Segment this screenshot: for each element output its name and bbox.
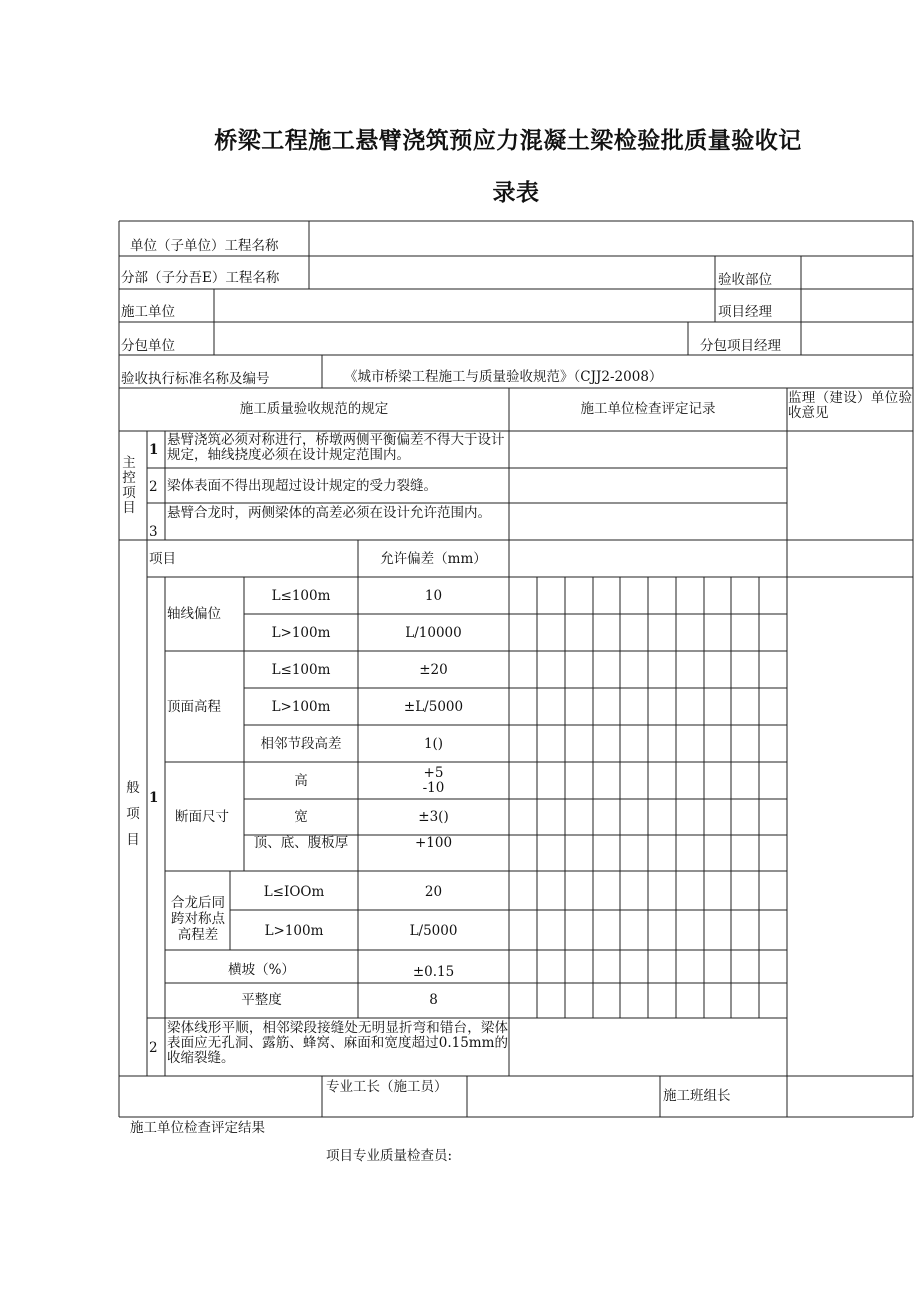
tolerance-cell: L/5000 — [409, 923, 458, 939]
main-item-no: 3 — [149, 524, 158, 540]
tolerance-cell: +100 — [414, 835, 453, 851]
standard-label: 验收执行标准名称及编号 — [121, 371, 270, 387]
condition-cell: 宽 — [294, 809, 308, 825]
condition-cell: L≤100m — [271, 662, 331, 678]
general-items-label: 般项目 — [126, 780, 140, 848]
check-result-label: 施工单位检查评定结果 — [130, 1120, 265, 1136]
condition-cell: 高 — [294, 773, 308, 789]
main-item-text: 悬臂合龙时，两侧梁体的高差必须在设计允许范围内。 — [167, 505, 491, 521]
axis-offset-label: 轴线偏位 — [167, 606, 221, 622]
tolerance-cell: 10 — [424, 588, 443, 604]
standard-value: 《城市桥梁工程施工与质量验收规范》（CJJ2-2008） — [344, 369, 663, 385]
sub-pm-label: 分包项目经理 — [700, 338, 781, 354]
foreman-label: 专业工长（施工员） — [326, 1079, 448, 1095]
item-column-header: 项目 — [149, 551, 176, 567]
acceptance-part-label: 验收部位 — [718, 272, 772, 288]
general-item-text: 梁体线形平顺，相邻梁段接缝处无明显折弯和错台，梁体表面应无孔洞、露筋、蜂窝、麻面和宽度超过0.15mm的收缩裂缝。 — [167, 1020, 508, 1066]
main-control-label: 主控项目 — [122, 455, 136, 516]
condition-cell: 相邻节段高差 — [260, 736, 342, 752]
tolerance-cell: ±3() — [418, 809, 449, 825]
tolerance-column-header: 允许偏差（mm） — [380, 551, 487, 567]
tolerance-cell: 20 — [424, 884, 443, 900]
main-item-no: 2 — [149, 479, 158, 495]
supervision-column-header: 监理（建设）单位验收意见 — [788, 390, 912, 421]
cross-slope-label: 横坡（%） — [228, 962, 295, 978]
tolerance-cell: 1() — [423, 736, 444, 752]
project-manager-label: 项目经理 — [718, 304, 772, 320]
section-size-label: 断面尺寸 — [175, 809, 229, 825]
closure-elevation-diff-label: 合龙后同跨对称点高程差 — [171, 895, 225, 943]
quality-inspector-label: 项目专业质量检查员: — [326, 1148, 453, 1164]
condition-cell: L≤IOOm — [263, 884, 325, 900]
subcontractor-label: 分包单位 — [121, 338, 175, 354]
page-title-continued: 录表 — [492, 180, 540, 206]
tolerance-cell: L/10000 — [405, 625, 462, 641]
spec-column-header: 施工质量验收规范的规定 — [239, 401, 389, 417]
condition-cell: L>100m — [271, 625, 331, 641]
tolerance-cell: ±L/5000 — [403, 699, 464, 715]
condition-cell: 顶、底、腹板厚 — [253, 835, 349, 851]
tolerance-cell: +5 -10 — [422, 765, 445, 796]
record-column-header: 施工单位检查评定记录 — [580, 401, 716, 417]
contractor-label: 施工单位 — [121, 304, 175, 320]
project-name-label: 单位（子单位）工程名称 — [130, 238, 279, 254]
subproject-name-label: 分部（子分吾E）工程名称 — [121, 270, 280, 286]
flatness-label: 平整度 — [241, 992, 282, 1008]
main-item-text: 悬臂浇筑必须对称进行，桥墩两侧平衡偏差不得大于设计规定，轴线挠度必须在设计规定范围内。 — [167, 432, 505, 463]
condition-cell: L>100m — [264, 923, 324, 939]
team-leader-label: 施工班组长 — [663, 1088, 731, 1104]
page-title: 桥梁工程施工悬臂浇筑预应力混凝土梁检验批质量验收记 — [214, 128, 802, 154]
main-item-no: 1 — [149, 442, 159, 458]
tolerance-cell: ±20 — [419, 662, 448, 678]
tolerance-cell: ±0.15 — [412, 964, 455, 980]
condition-cell: L>100m — [271, 699, 331, 715]
condition-cell: L≤100m — [271, 588, 331, 604]
general-item-no: 2 — [149, 1040, 158, 1056]
general-item-no: 1 — [149, 790, 159, 806]
tolerance-cell: 8 — [429, 992, 438, 1008]
top-elevation-label: 顶面高程 — [167, 699, 221, 715]
main-item-text: 梁体表面不得出现超过设计规定的受力裂缝。 — [167, 478, 437, 494]
